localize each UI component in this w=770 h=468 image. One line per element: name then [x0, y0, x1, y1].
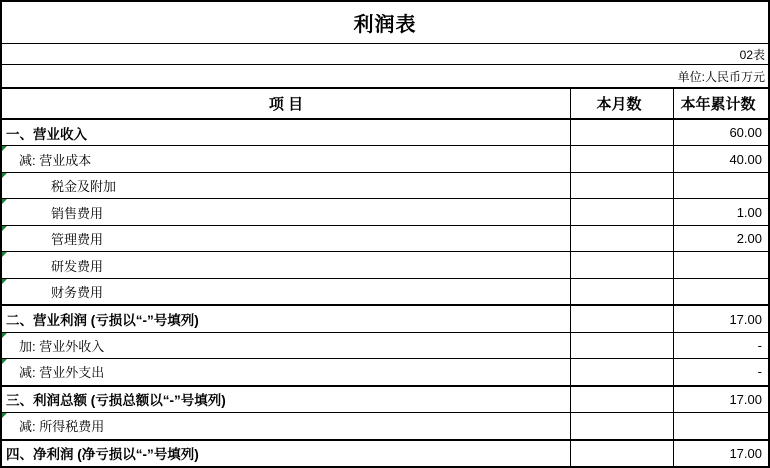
table-row: [2, 412, 768, 438]
month-value-cell[interactable]: [570, 306, 673, 331]
table-row: [2, 385, 768, 412]
ytd-value-cell[interactable]: [673, 173, 768, 198]
table-row: [2, 225, 768, 251]
item-label: 减: 营业外支出: [19, 365, 105, 381]
table-row: [2, 145, 768, 171]
item-cell[interactable]: [2, 226, 570, 251]
ytd-value-cell[interactable]: [673, 252, 768, 277]
ytd-value-cell[interactable]: 1.00: [673, 199, 768, 224]
item-label: 三、利润总额 (亏损总额以“-”号填列): [6, 393, 226, 409]
month-value-cell[interactable]: [570, 199, 673, 224]
month-value-cell[interactable]: [570, 120, 673, 145]
table-row: [2, 251, 768, 277]
month-value-cell[interactable]: [570, 413, 673, 438]
unit-label: 单位:人民币万元: [677, 69, 765, 84]
item-label: 二、营业利润 (亏损以“-”号填列): [6, 313, 199, 329]
table-body: [2, 118, 768, 466]
item-cell[interactable]: [2, 413, 570, 438]
ytd-value-cell[interactable]: 2.00: [673, 226, 768, 251]
table-row: [2, 332, 768, 358]
item-cell[interactable]: [2, 252, 570, 277]
month-value-cell[interactable]: [570, 226, 673, 251]
item-cell[interactable]: [2, 306, 570, 331]
ytd-value-cell[interactable]: [673, 279, 768, 304]
month-value-cell[interactable]: [570, 173, 673, 198]
ytd-value-cell[interactable]: 60.00: [673, 120, 768, 145]
month-value-cell[interactable]: [570, 333, 673, 358]
header-ytd-column[interactable]: 本年累计数: [673, 89, 768, 118]
table-number-row: [2, 44, 768, 65]
ytd-value-cell[interactable]: 17.00: [673, 387, 768, 412]
item-label: 加: 营业外收入: [19, 338, 105, 354]
table-row: [2, 118, 768, 145]
ytd-value-cell[interactable]: 17.00: [673, 441, 768, 466]
item-label: 管理费用: [51, 232, 104, 248]
month-value-cell[interactable]: [570, 279, 673, 304]
item-cell[interactable]: [2, 173, 570, 198]
month-value-cell[interactable]: [570, 441, 673, 466]
ytd-value-cell[interactable]: 17.00: [673, 306, 768, 331]
table-row: [2, 172, 768, 198]
ytd-value-cell[interactable]: -: [673, 333, 768, 358]
item-cell[interactable]: [2, 120, 570, 145]
month-value-cell[interactable]: [570, 146, 673, 171]
unit-row: [2, 65, 768, 89]
table-number: 02表: [739, 47, 765, 62]
item-cell[interactable]: [2, 146, 570, 171]
item-label: 四、净利润 (净亏损以“-”号填列): [6, 447, 199, 463]
month-value-cell[interactable]: [570, 252, 673, 277]
table-header: [2, 89, 768, 118]
month-value-cell[interactable]: [570, 387, 673, 412]
header-month-column[interactable]: 本月数: [570, 89, 673, 118]
month-value-cell[interactable]: [570, 359, 673, 384]
item-cell[interactable]: [2, 279, 570, 304]
item-cell[interactable]: [2, 441, 570, 466]
item-label: 一、营业收入: [6, 126, 87, 142]
header-item-column[interactable]: 项 目: [268, 96, 304, 113]
table-row: [2, 439, 768, 466]
item-cell[interactable]: [2, 333, 570, 358]
item-label: 研发费用: [51, 258, 104, 274]
item-cell[interactable]: [2, 387, 570, 412]
item-label: 财务费用: [51, 285, 104, 301]
item-label: 销售费用: [51, 205, 104, 221]
table-row: [2, 198, 768, 224]
table-row: [2, 358, 768, 384]
item-label: 减: 所得税费用: [19, 419, 105, 435]
ytd-value-cell[interactable]: [673, 413, 768, 438]
ytd-value-cell[interactable]: 40.00: [673, 146, 768, 171]
ytd-value-cell[interactable]: -: [673, 359, 768, 384]
item-label: 税金及附加: [51, 179, 117, 195]
sheet-title: 利润表: [2, 2, 768, 44]
item-cell[interactable]: [2, 359, 570, 384]
item-cell[interactable]: [2, 199, 570, 224]
table-row: [2, 304, 768, 331]
table-row: [2, 278, 768, 304]
item-label: 减: 营业成本: [19, 152, 92, 168]
